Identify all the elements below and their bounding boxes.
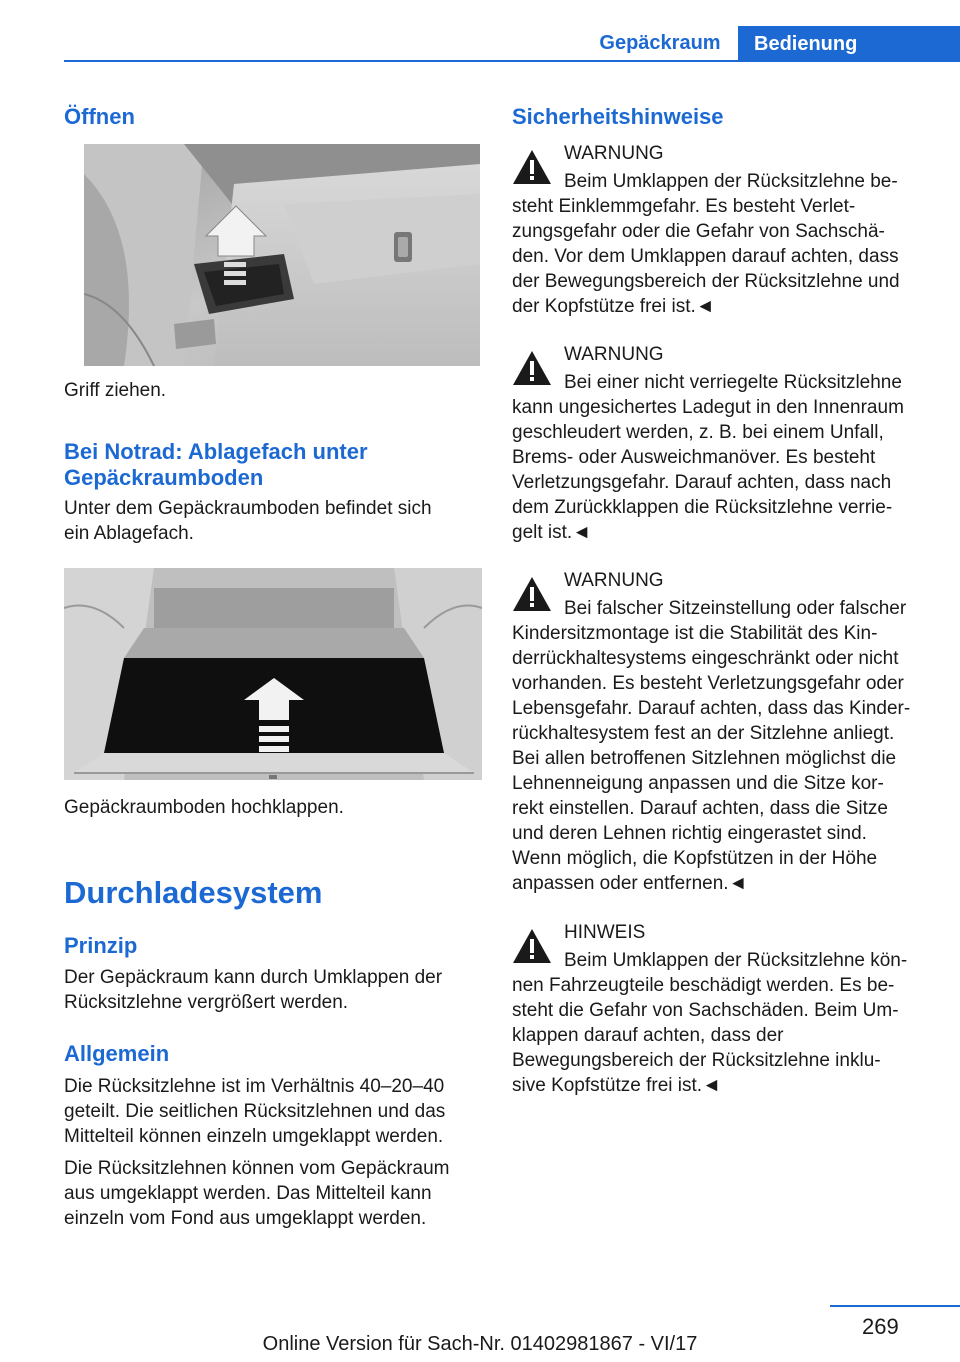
- warning-triangle-icon: [512, 928, 552, 964]
- header-rule: [64, 60, 960, 62]
- text-line: der Bewegungsbereich der Rücksitzlehne und: [512, 271, 900, 292]
- text-line: Bewegungsbereich der Rücksitzlehne inklu-: [512, 1050, 881, 1071]
- notice-title: WARNUNG: [564, 143, 664, 164]
- text-line: derrückhaltesystems eingeschränkt oder nicht: [512, 648, 899, 669]
- heading-line: Bei Notrad: Ablagefach unter: [64, 439, 368, 464]
- heading-line: Gepäckraumboden: [64, 465, 264, 490]
- heading-open: Öffnen: [64, 104, 135, 129]
- header-active-tab: Bedienung: [738, 26, 960, 62]
- text-line: sive Kopfstütze frei ist.◄: [512, 1075, 721, 1096]
- notice-body: [512, 194, 932, 319]
- text-line: Wenn möglich, die Kopfstützen in der Höhe: [512, 848, 878, 869]
- text-line: Bei allen betroffenen Sitzlehnen möglichst die: [512, 748, 897, 769]
- text-line: anpassen oder entfernen.◄: [512, 873, 748, 894]
- text-line: Mittelteil können einzeln umgeklappt werden.: [64, 1126, 444, 1147]
- warning-triangle-icon: [512, 576, 552, 612]
- notice-first-line: Bei einer nicht verriegelte Rücksitzlehne: [564, 372, 902, 393]
- heading-principle: Prinzip: [64, 933, 138, 958]
- text-line: Die Rücksitzlehne ist im Verhältnis 40–20–40: [64, 1076, 445, 1097]
- heading-throughload-system: Durchladesystem: [64, 875, 323, 910]
- emergency-storage-text: [64, 496, 482, 546]
- text-line: geschleudert werden, z. B. bei einem Unfall,: [512, 422, 884, 443]
- text-line: der Kopfstütze frei ist.◄: [512, 296, 715, 317]
- text-line: dem Zurückklappen die Rücksitzlehne verrie-: [512, 497, 893, 518]
- text-line: und deren Lehnen richtig eingerastet sind.: [512, 823, 867, 844]
- notice-body: [512, 973, 932, 1098]
- text-line: Lebensgefahr. Darauf achten, dass das Kinder-: [512, 698, 911, 719]
- text-line: nen Fahrzeugteile beschädigt werden. Es be-: [512, 975, 895, 996]
- text-line: geteilt. Die seitlichen Rücksitzlehnen und das: [64, 1101, 446, 1122]
- heading-safety-notes: Sicherheitshinweise: [512, 104, 724, 129]
- text-line: kann ungesichertes Ladegut in den Innenraum: [512, 397, 904, 418]
- text-line: Kindersitzmontage ist die Stabilität des Kin-: [512, 623, 878, 644]
- principle-text: [64, 965, 482, 1015]
- text-line: klappen darauf achten, dass der: [512, 1025, 784, 1046]
- text-line: vorhanden. Es besteht Verletzungsgefahr oder: [512, 673, 904, 694]
- notice-first-line: Beim Umklappen der Rücksitzlehne be-: [564, 171, 898, 192]
- page-number: 269: [862, 1314, 899, 1339]
- text-line: gelt ist.◄: [512, 522, 591, 543]
- text-line: rückhaltesystem fest an der Sitzlehne anliegt.: [512, 723, 895, 744]
- figure-trunk-floor-illustration: [64, 568, 482, 780]
- notice-title: WARNUNG: [564, 570, 664, 591]
- online-version-note: Online Version für Sach-Nr. 01402981867 - VI/17: [262, 1333, 698, 1355]
- notice-title: HINWEIS: [564, 922, 646, 943]
- text-line: zungsgefahr oder die Gefahr von Sachschä-: [512, 221, 885, 242]
- text-line: steht Einklemmgefahr. Es besteht Verlet-: [512, 196, 856, 217]
- text-line: Verletzungsgefahr. Darauf achten, dass nach: [512, 472, 892, 493]
- warning-triangle-icon: [512, 149, 552, 185]
- text-line: Rücksitzlehne vergrößert werden.: [64, 992, 349, 1013]
- notice-title: WARNUNG: [564, 344, 664, 365]
- warning-triangle-icon: [512, 350, 552, 386]
- caution-notice: [512, 920, 932, 1110]
- general-text-1: [64, 1074, 482, 1149]
- text-line: ein Ablagefach.: [64, 523, 194, 544]
- figure-handle-illustration: [84, 144, 480, 366]
- notice-body: [512, 395, 932, 545]
- text-line: einzeln vom Fond aus umgeklappt werden.: [64, 1208, 427, 1229]
- warning-notice: [512, 141, 932, 331]
- caption-pull-handle: Griff ziehen.: [64, 380, 167, 401]
- text-line: aus umgeklappt werden. Das Mittelteil kann: [64, 1183, 432, 1204]
- text-line: den. Vor dem Umklappen darauf achten, dass: [512, 246, 899, 267]
- notice-body: [512, 621, 932, 896]
- general-text-2: [64, 1156, 482, 1231]
- notice-first-line: Beim Umklappen der Rücksitzlehne kön-: [564, 950, 908, 971]
- text-line: steht die Gefahr von Sachschäden. Beim Um-: [512, 1000, 899, 1021]
- text-line: Unter dem Gepäckraumboden befindet sich: [64, 498, 432, 519]
- text-line: rekt einstellen. Darauf achten, dass die Sitze: [512, 798, 888, 819]
- header-section-tab: Gepäckraum: [599, 31, 721, 54]
- text-line: Der Gepäckraum kann durch Umklappen der: [64, 967, 443, 988]
- text-line: Lehnenneigung anpassen und die Sitze kor-: [512, 773, 884, 794]
- warning-notice: [512, 342, 932, 557]
- warning-notice: [512, 568, 932, 908]
- text-line: Brems- oder Ausweichmanöver. Es besteht: [512, 447, 876, 468]
- footer-rule: [830, 1305, 960, 1307]
- notice-first-line: Bei falscher Sitzeinstellung oder falscher: [564, 598, 907, 619]
- heading-general: Allgemein: [64, 1041, 170, 1066]
- caption-fold-up-floor: Gepäckraumboden hochklappen.: [64, 797, 344, 818]
- text-line: Die Rücksitzlehnen können vom Gepäckraum: [64, 1158, 450, 1179]
- heading-emergency-storage: [64, 439, 482, 491]
